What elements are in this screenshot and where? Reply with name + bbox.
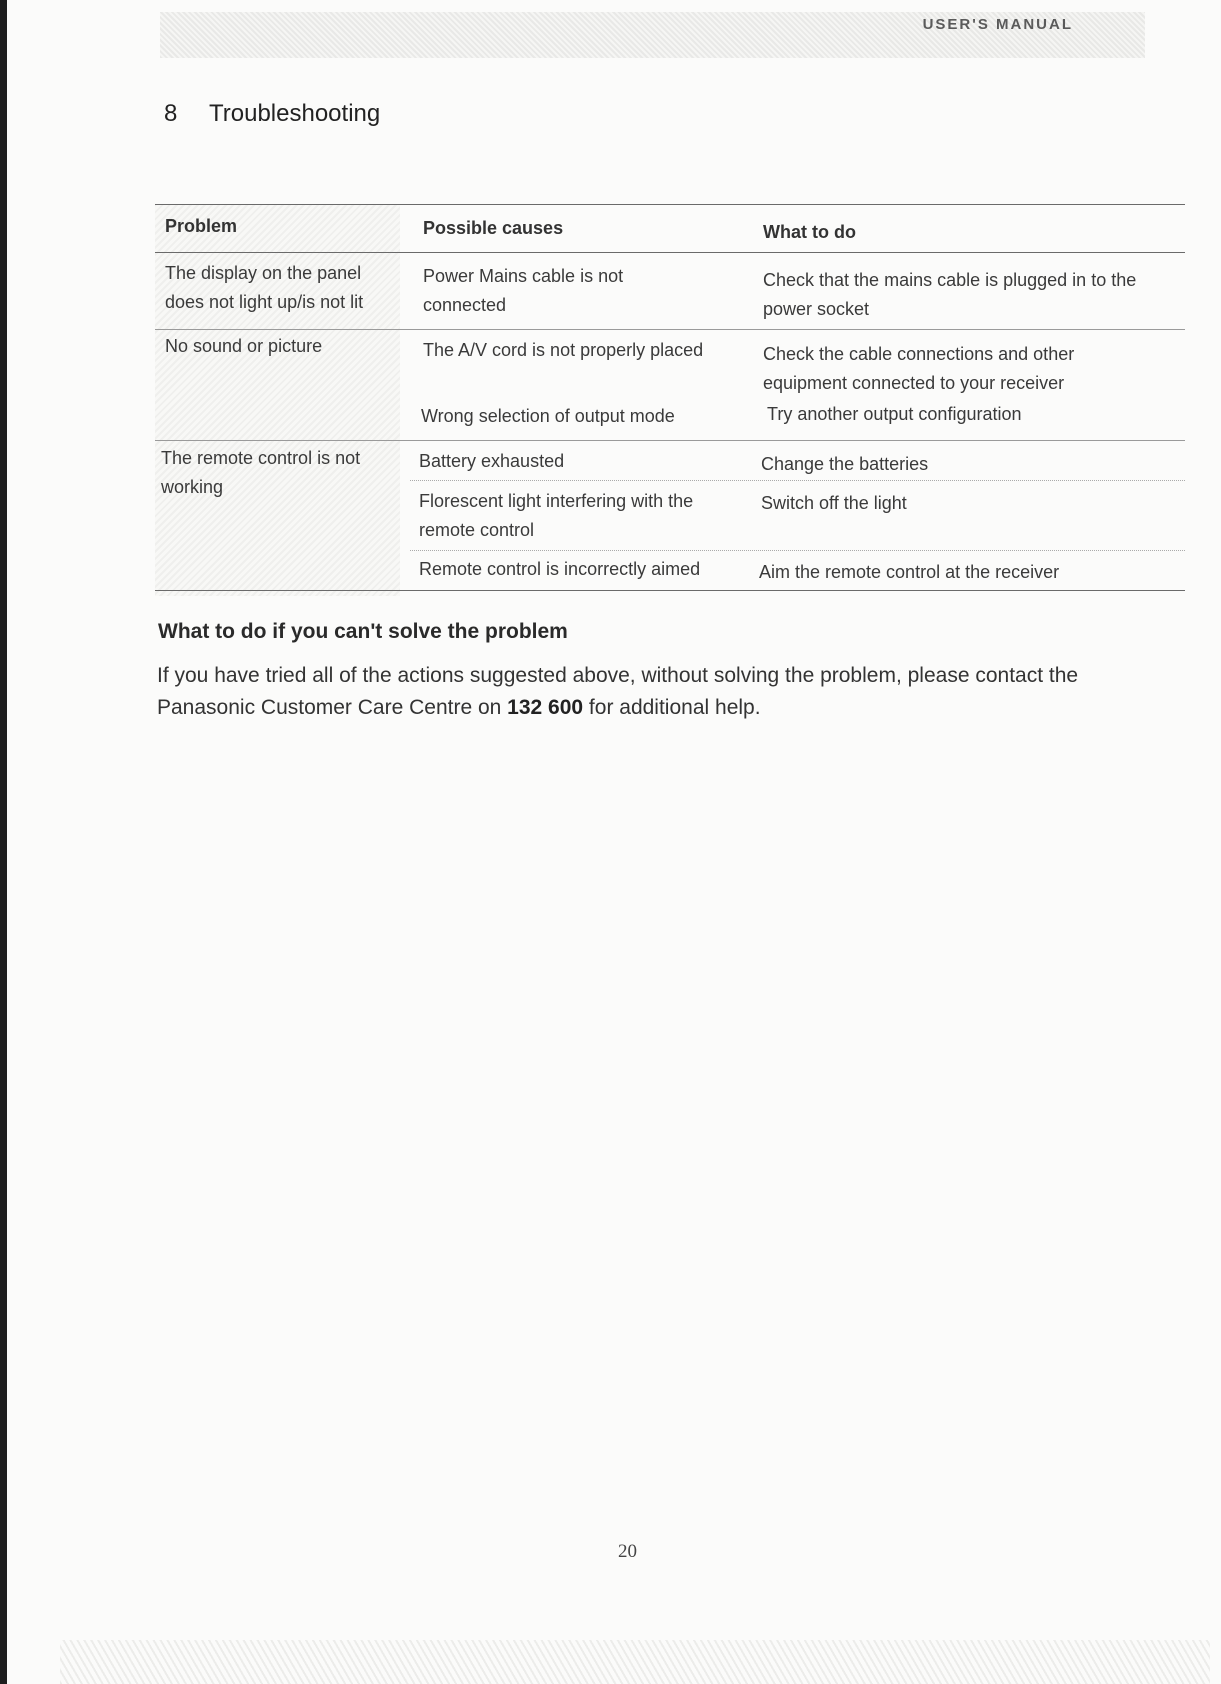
subrow-divider bbox=[410, 480, 1185, 481]
cause-cell: The A/V cord is not properly placed bbox=[423, 340, 704, 360]
help-title: What to do if you can't solve the problem bbox=[158, 620, 568, 643]
action-cell: Try another output configuration bbox=[767, 404, 1022, 424]
cause-cell: Battery exhausted bbox=[419, 451, 565, 471]
table-header-rule bbox=[155, 252, 1185, 253]
troubleshooting-table bbox=[155, 204, 1185, 596]
cause-cell: Wrong selection of output mode bbox=[421, 406, 675, 426]
header-title: USER'S MANUAL bbox=[922, 16, 1073, 33]
section-title bbox=[164, 100, 380, 128]
scan-edge bbox=[0, 0, 7, 1684]
header-band bbox=[160, 12, 1145, 58]
section-number: 8 bbox=[164, 100, 178, 127]
section-title-text: Troubleshooting bbox=[209, 100, 381, 127]
action-cell: Switch off the light bbox=[761, 493, 907, 513]
help-text-end: for additional help. bbox=[583, 696, 761, 719]
cause-cell: Remote control is incorrectly aimed bbox=[419, 559, 701, 579]
problem-cell: The remote control is not working bbox=[161, 448, 361, 497]
problem-cell: The display on the panel does not light up/is not lit bbox=[165, 263, 364, 312]
help-phone: 132 600 bbox=[507, 696, 584, 719]
action-cell: Check the cable connections and other equipment connected to your receiver bbox=[763, 344, 1075, 393]
page-number: 20 bbox=[618, 1541, 637, 1562]
action-cell: Aim the remote control at the receiver bbox=[759, 562, 1060, 582]
row-divider bbox=[155, 329, 1185, 330]
header-causes: Possible causes bbox=[423, 218, 564, 238]
cause-cell: Florescent light interfering with the remote control bbox=[419, 491, 694, 540]
row-divider bbox=[155, 440, 1185, 441]
header-what-to-do: What to do bbox=[763, 222, 856, 242]
table-bottom-rule bbox=[155, 590, 1185, 591]
header-problem: Problem bbox=[165, 216, 238, 236]
cause-cell: Power Mains cable is not connected bbox=[423, 266, 624, 315]
help-paragraph bbox=[157, 660, 1157, 724]
action-cell: Check that the mains cable is plugged in to the power socket bbox=[763, 270, 1137, 319]
subrow-divider bbox=[410, 550, 1185, 551]
problem-cell: No sound or picture bbox=[165, 336, 323, 356]
help-text: If you have tried all of the actions suggested above, without solving the problem, please contact the Panasonic Customer Care Centre on bbox=[157, 664, 1079, 719]
table-top-rule bbox=[155, 204, 1185, 205]
footer-band bbox=[60, 1640, 1210, 1684]
action-cell: Change the batteries bbox=[761, 454, 929, 474]
